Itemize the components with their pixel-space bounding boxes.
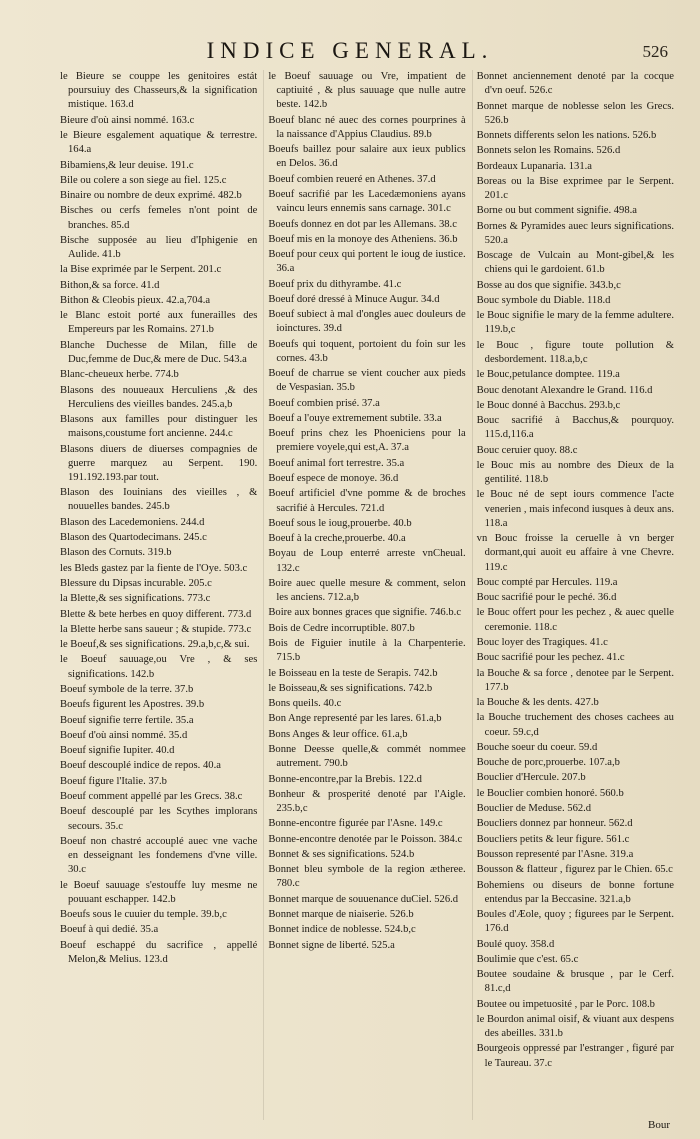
index-entry: Bon Ange representé par les lares. 61.a,b	[268, 713, 442, 725]
index-entry: Boeufs sous le cuuier du temple. 39.b,c	[60, 909, 227, 921]
index-entry: Bonnet marque de niaiserie. 526.b	[268, 909, 414, 921]
index-entry: Blasons diuers de diuerses compagnies de guerre marquez au Serpent. 190. 191.192.193.par tout.	[60, 443, 258, 483]
index-entry: le Boeuf sauuage ou Vre, impatient de captiuité , & plus sauuage que nulle autre beste. 142.b	[268, 71, 466, 111]
index-entry: Bouc symbole du Diable. 118.d	[476, 294, 611, 306]
index-entry: Blason des Quartodecimans. 245.c	[60, 532, 207, 544]
index-entry: Boucliers donnez par honneur. 562.d	[476, 818, 633, 830]
index-entry: Blason des Iouinians des vieilles , & nouuelles bandes. 245.b	[60, 487, 258, 513]
index-entry: Bohemiens ou diseurs de bonne fortune entendus par la Beccasine. 321.a,b	[476, 879, 674, 905]
index-entry: Boeuf combien reueré en Athenes. 37.d	[268, 173, 436, 185]
index-entry: Boeuf de charrue se vient coucher aux pieds de Vespasian. 35.b	[268, 368, 466, 394]
index-entry: Boeuf sous le ioug,prouerbe. 40.b	[268, 517, 412, 529]
index-entry: Boeuf signifie Iupiter. 40.d	[60, 745, 175, 757]
index-entry: Boeufs figurent les Apostres. 39.b	[60, 699, 205, 711]
index-entry: Bonnet & ses significations. 524.b	[268, 848, 415, 860]
index-entry: le Bouc mis au nombre des Dieux de la gentilité. 118.b	[476, 459, 674, 486]
index-entry: Bouc loyer des Tragiques. 41.c	[476, 636, 608, 648]
index-entry: Boeufs qui toquent, portoient du foin sur les cornes. 43.b	[268, 338, 466, 364]
index-entry: Bousson representé par l'Asne. 319.a	[476, 848, 634, 860]
index-entry: Bische supposée au lieu d'Iphigenie en Aulide. 41.b	[60, 234, 258, 261]
index-entry: Bosse au dos que signifie. 343.b,c	[476, 279, 621, 291]
index-columns	[60, 70, 674, 1120]
index-entry: Bonne-encontre,par la Brebis. 122.d	[268, 773, 422, 785]
index-entry: le Boisseau,& ses significations. 742.b	[268, 682, 433, 694]
index-entry: Bouc ceruier quoy. 88.c	[476, 444, 578, 456]
index-entry: Bonne-encontre figurée par l'Asne. 149.c	[268, 818, 443, 830]
page-header	[0, 38, 700, 64]
index-entry: la Blette herbe sans saueur ; & stupide. 773.c	[60, 623, 252, 635]
index-entry: Boeuf blanc né auec des cornes pourprines à la naissance d'Appius Claudius. 89.b	[268, 114, 466, 140]
index-entry: Boeuf descouplé indice de repos. 40.a	[60, 760, 221, 772]
index-entry: Blasons aux familles pour distinguer les maisons,coustume fort ancienne. 244.c	[60, 414, 258, 440]
index-entry: Bouc sacrifié à Bacchus,& pourquoy. 115.d,116.a	[476, 415, 674, 441]
index-entry: Boscage de Vulcain au Mont-gibel,& les chiens qui le gardoient. 61.b	[476, 250, 674, 276]
index-entry: Boeuf comment appellé par les Grecs. 38.c	[60, 791, 243, 803]
index-entry: Bouc sacrifié pour les pechez. 41.c	[476, 652, 625, 664]
page-number: 526	[642, 42, 668, 61]
index-entry: Bieure d'où ainsi nommé. 163.c	[60, 114, 195, 126]
index-entry: Boeuf artificiel d'vne pomme & de broches sacrifié à Hercules. 721.d	[268, 488, 466, 514]
index-entry: Boeuf prix du dithyrambe. 41.c	[268, 278, 402, 290]
index-entry: Binaire ou nombre de deux exprimé. 482.b	[60, 190, 242, 202]
index-column-2	[263, 70, 465, 1120]
index-entry: Bile ou colere a son siege au fiel. 125.c	[60, 174, 227, 186]
index-entry: Bouc denotant Alexandre le Grand. 116.d	[476, 384, 653, 396]
index-entry: Boeuf prins chez les Phoeniciens pour la premiere voyele,qui est,A. 37.a	[268, 428, 466, 454]
index-entry: Bonheur & prosperité denoté par l'Aigle. 235.b,c	[268, 788, 466, 815]
index-entry: Bonnet bleu symbole de la region ætheree. 780.c	[268, 864, 466, 890]
index-entry: Boeuf eschappé du sacrifice , appellé Melon,& Melius. 123.d	[60, 939, 258, 965]
index-entry: Boyau de Loup enterré arreste vnCheual. 132.c	[268, 548, 466, 574]
index-entry: Boules d'Æole, quoy ; figurees par le Serpent. 176.d	[476, 909, 674, 935]
index-entry: la Bouche & les dents. 427.b	[476, 697, 599, 709]
index-entry: le Boeuf,& ses significations. 29.a,b,c,& sui.	[60, 639, 250, 651]
index-entry: Boeuf subiect à mal d'ongles auec douleurs de ioinctures. 39.d	[268, 309, 466, 335]
index-entry: le Bouc donné à Bacchus. 293.b,c	[476, 399, 621, 411]
index-column-1	[60, 70, 257, 1120]
index-entry: Boucliers petits & leur figure. 561.c	[476, 833, 630, 845]
index-entry: Blette & bete herbes en quoy different. 773.d	[60, 608, 252, 620]
index-entry: le Blanc estoit porté aux funerailles des Empereurs par les Romains. 271.b	[60, 310, 258, 336]
page-title: INDICE GENERAL.	[206, 38, 494, 63]
index-entry: Boeuf pour ceux qui portent le ioug de iustice. 36.a	[268, 249, 466, 275]
index-entry: Bonnets selon les Romains. 526.d	[476, 145, 621, 157]
index-entry: le Boeuf sauuage s'estouffe luy mesme ne pouuant eschapper. 142.b	[60, 879, 258, 905]
index-entry: Boreas ou la Bise exprimee par le Serpent. 201.c	[476, 175, 674, 202]
index-entry: Boeuf espece de monoye. 36.d	[268, 473, 399, 485]
index-entry: Bourgeois oppressé par l'estranger , figuré par le Taureau. 37.c	[476, 1043, 674, 1069]
index-entry: Bons Anges & leur office. 61.a,b	[268, 728, 408, 740]
index-entry: Bithon & Cleobis pieux. 42.a,704.a	[60, 294, 211, 306]
index-entry: Boutee soudaine & brusque , par le Cerf. 81.c,d	[476, 969, 674, 995]
index-entry: Boeuf combien prisé. 37.a	[268, 397, 380, 409]
index-entry: Boeuf non chastré accouplé auec vne vache en desseignant les fondemens d'vne ville. 30.c	[60, 835, 258, 876]
index-entry: Boulimie que c'est. 65.c	[476, 953, 579, 965]
index-entry: les Bleds gastez par la fiente de l'Oye. 503.c	[60, 562, 248, 574]
index-entry: Boeuf figure l'Italie. 37.b	[60, 775, 167, 787]
index-entry: Boeuf à qui dedié. 35.a	[60, 924, 159, 936]
index-entry: Bousson & flatteur , figurez par le Chien. 65.c	[476, 864, 673, 876]
index-entry: Boire aux bonnes graces que signifie. 746.b.c	[268, 607, 462, 619]
index-entry: Boeuf mis en la monoye des Atheniens. 36.b	[268, 233, 458, 245]
index-entry: Bonnet anciennement denoté par la cocque d'vn oeuf. 526.c	[476, 71, 674, 97]
index-entry: Boeuf signifie terre fertile. 35.a	[60, 714, 194, 726]
index-entry: Bonnets differents selon les nations. 526.b	[476, 130, 657, 141]
index-entry: le Bouc , figure toute pollution & desbordement. 118.a,b,c	[476, 339, 674, 365]
index-entry: Bonnet marque de souuenance duCiel. 526.d	[268, 893, 459, 905]
index-entry: Bonne-encontre denotée par le Poisson. 384.c	[268, 833, 463, 845]
index-entry: Boeuf à la creche,prouerbe. 40.a	[268, 533, 406, 545]
index-entry: le Bouc né de sept iours commence l'acte venerien , mais infecond iusques à deux ans. 118.a	[476, 489, 674, 529]
index-entry: Bonnet marque de noblesse selon les Grecs. 526.b	[476, 100, 674, 126]
index-entry: vn Bouc froisse la ceruelle à vn berger dormant,qui auoit eu affaire à vne Chevre. 119.c	[476, 533, 674, 573]
index-entry: le Bourdon animal oisif, & viuant aux despens des abeilles. 331.b	[476, 1013, 674, 1040]
index-entry: Boeuf doré dressé à Minuce Augur. 34.d	[268, 293, 440, 305]
index-entry: Blason des Cornuts. 319.b	[60, 547, 172, 559]
index-entry: Blasons des nouueaux Herculiens ,& des Herculiens des vieilles bandes. 245.a,b	[60, 384, 258, 410]
index-entry: le Bieure se couppe les genitoires estát poursuiuy des Chasseurs,& la signification mistique. 163.d	[60, 71, 258, 111]
index-entry: la Bise exprimée par le Serpent. 201.c	[60, 264, 222, 276]
index-entry: Boeuf descouplé par les Scythes implorans secours. 35.c	[60, 806, 258, 832]
index-entry: Bouche soeur du coeur. 59.d	[476, 741, 598, 753]
index-entry: Boeuf sacrifié par les Lacedæmoniens ayans vaincu leurs ennemis sans carnage. 301.c	[268, 189, 466, 215]
index-entry: le Bouc signifie le mary de la femme adultere. 119.b,c	[476, 310, 674, 336]
index-entry: Bois de Cedre incorruptible. 807.b	[268, 622, 415, 634]
index-entry: le Boisseau en la teste de Serapis. 742.b	[268, 667, 438, 679]
index-entry: Bisches ou cerfs femeles n'ont point de branches. 85.d	[60, 205, 258, 231]
index-entry: Boeuf d'où ainsi nommé. 35.d	[60, 729, 188, 741]
index-entry: le Boeuf sauuage,ou Vre , & ses significations. 142.b	[60, 654, 258, 680]
index-entry: Boeuf symbole de la terre. 37.b	[60, 683, 194, 695]
index-entry: Bithon,& sa force. 41.d	[60, 279, 160, 291]
index-entry: Bonnet signe de liberté. 525.a	[268, 939, 395, 951]
index-entry: Boulé quoy. 358.d	[476, 938, 555, 950]
index-entry: Boeuf animal fort terrestre. 35.a	[268, 457, 405, 469]
index-entry: Bouc sacrifié pour le peché. 36.d	[476, 592, 617, 604]
index-entry: Blason des Lacedemoniens. 244.d	[60, 516, 205, 528]
index-entry: Bouclier de Meduse. 562.d	[476, 803, 592, 815]
index-entry: Bibamiens,& leur deuise. 191.c	[60, 159, 194, 171]
index-entry: Blessure du Dipsas incurable. 205.c	[60, 577, 212, 589]
index-entry: le Bouc,petulance domptee. 119.a	[476, 369, 620, 381]
index-entry: Bordeaux Lupanaria. 131.a	[476, 160, 592, 172]
index-entry: Bornes & Pyramides auec leurs significations. 520.a	[476, 220, 674, 246]
index-entry: la Blette,& ses significations. 773.c	[60, 593, 211, 605]
index-entry: Bons queils. 40.c	[268, 698, 342, 710]
index-entry: le Bieure esgalement aquatique & terrestre. 164.a	[60, 130, 258, 156]
index-entry: Boeuf a l'ouye extremement subtile. 33.a	[268, 412, 442, 424]
catchword: Bour	[648, 1119, 670, 1131]
index-entry: Bouc compté par Hercules. 119.a	[476, 576, 618, 588]
index-entry: Bouclier d'Hercule. 207.b	[476, 772, 586, 784]
index-entry: Bois de Figuier inutile à la Charpenterie. 715.b	[268, 638, 466, 664]
index-entry: Bonne Deesse quelle,& commét nommee autrement. 790.b	[268, 744, 466, 770]
index-entry: Boutee ou impetuosité , par le Porc. 108.b	[476, 998, 655, 1010]
index-entry: Bouche de porc,prouerbe. 107.a,b	[476, 757, 620, 769]
index-entry: la Bouche truchement des choses cachees au coeur. 59.c,d	[476, 712, 674, 738]
index-entry: le Bouc offert pour les pechez , & auec quelle ceremonie. 118.c	[476, 607, 674, 633]
index-entry: Boeufs baillez pour salaire aux ieux publics en Delos. 36.d	[268, 144, 466, 170]
index-entry: la Bouche & sa force , denotee par le Serpent. 177.b	[476, 667, 674, 693]
index-entry: le Bouclier combien honoré. 560.b	[476, 787, 624, 799]
index-entry: Borne ou but comment signifie. 498.a	[476, 205, 638, 217]
index-entry: Boire auec quelle mesure & comment, selon les anciens. 712.a,b	[268, 577, 466, 604]
index-entry: Boeufs donnez en dot par les Allemans. 38.c	[268, 218, 457, 230]
index-entry: Blanc-cheueux herbe. 774.b	[60, 369, 179, 381]
index-entry: Bonnet indice de noblesse. 524.b,c	[268, 924, 416, 936]
index-column-3	[472, 70, 674, 1120]
index-entry: Blanche Duchesse de Milan, fille de Duc,femme de Duc,& mere de Duc. 543.a	[60, 339, 258, 365]
